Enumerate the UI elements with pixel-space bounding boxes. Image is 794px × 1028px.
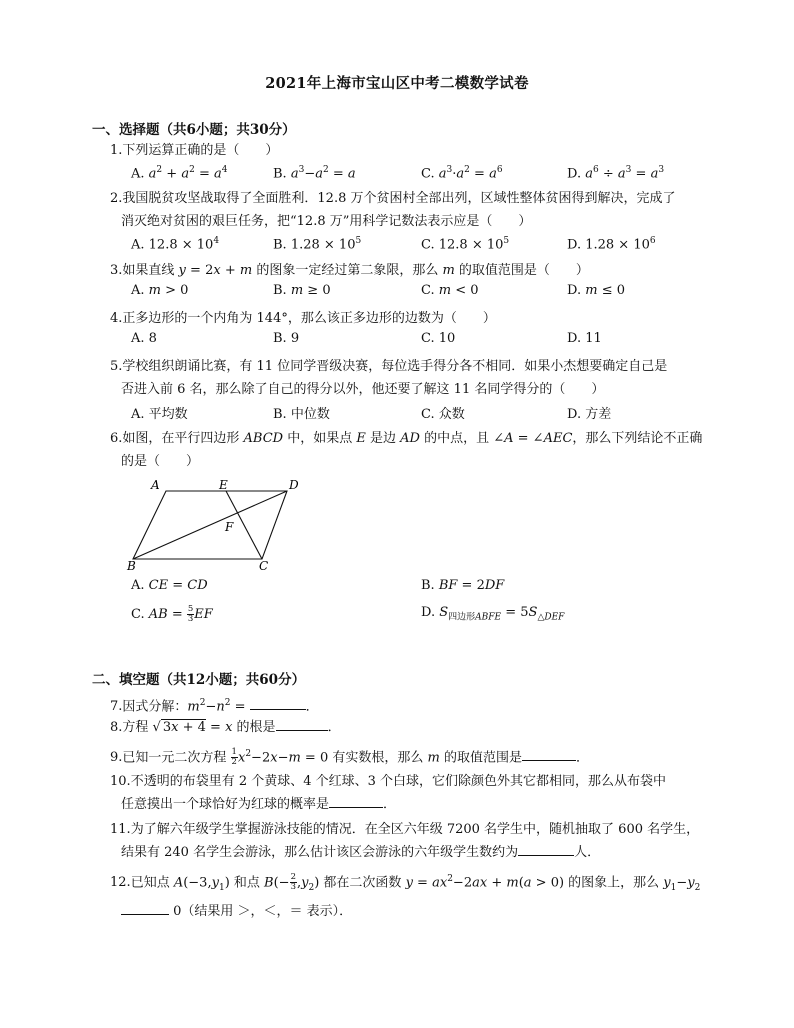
option-c: C. $a^3\cdot a^2 = a^6$ xyxy=(421,165,503,182)
point-label-b: B xyxy=(127,559,136,570)
question-8: 8.方程 √ 3x + 4 = x 的根是 ． xyxy=(110,720,341,735)
option-d: D. $1.28 \times 10^6$ xyxy=(567,236,656,253)
option-c: C. 众数 xyxy=(421,407,465,422)
option-b: B. m ≥ 0 xyxy=(273,283,331,298)
section-heading-choice: 一、选择题（共6小题；共30分） xyxy=(92,122,296,138)
option-b: B. 9 xyxy=(273,331,300,346)
answer-blank[interactable] xyxy=(329,795,383,808)
answer-blank[interactable] xyxy=(518,843,574,856)
question-1-stem: 下列运算正确的是（ ） xyxy=(122,143,279,158)
question-9: 9.已知一元二次方程 $\frac{1}{2}$ $x^2-2x-m = 0$ 有实数根，那么 m 的取值范围是 ． xyxy=(110,747,589,768)
question-5: 5.学校组织朗诵比赛，有 11 位同学晋级决赛，每位选手得分各不相同．如果小杰想要确定自己是 否进入前 6 名，那么除了自己的得分以外，他还要了解这 11 名同学得分的（ ） xyxy=(110,359,668,397)
option-d: D. $S_{四边形ABFE} = 5S_{\triangle DEF}$ xyxy=(421,605,565,623)
question-4: 4.正多边形的一个内角为 144°，那么该正多边形的边数为（ ） xyxy=(110,311,496,326)
point-label-d: D xyxy=(289,478,299,492)
question-2: 2.我国脱贫攻坚战取得了全面胜利．12.8 万个贫困村全部出列，区域性整体贫困得到解决，完成了 消灭绝对贫困的艰巨任务，把“12.8 万”用科学记数法表示应是（ ） xyxy=(110,191,676,229)
answer-blank[interactable] xyxy=(276,718,328,731)
option-a: A. 8 xyxy=(131,331,157,346)
option-c: C. $12.8 \times 10^5$ xyxy=(421,236,510,253)
answer-blank[interactable] xyxy=(522,748,576,761)
option-b: B. BF = 2DF xyxy=(421,578,505,593)
question-1: 1.下列运算正确的是（ ） xyxy=(110,143,279,158)
point-label-e: E xyxy=(219,478,228,492)
page-title: 2021年上海市宝山区中考二模数学试卷 xyxy=(265,75,529,92)
option-b: B. 中位数 xyxy=(273,407,330,422)
section-heading-fill: 二、填空题（共12小题；共60分） xyxy=(92,672,306,688)
question-12: 12.已知点 $A(-3,y_1)$ 和点 B(− $\frac{2}{3}$ $,y_2$) 都在二次函数 $y = ax^2-2ax + m(a > 0)$ 的图象上，那么 $y_1-y_2$ 0（结果用 ＞，＜，＝ 表示）． xyxy=(110,872,701,919)
question-10: 10.不透明的布袋里有 2 个黄球、4 个红球、3 个白球，它们除颜色外其它都相同，那么从布袋中 任意摸出一个球恰好为红球的概率是 ． xyxy=(110,774,667,812)
option-c: C. 10 xyxy=(421,331,456,346)
option-b: B. $a^3-a^2 = a$ xyxy=(273,165,356,182)
option-b: B. $1.28 \times 10^5$ xyxy=(273,236,362,253)
option-d: D. 方差 xyxy=(567,407,612,422)
option-c: C. AB = $\frac{5}{3}$ EF xyxy=(131,604,213,624)
option-a: A. 平均数 xyxy=(131,407,188,422)
parallelogram-figure xyxy=(125,474,315,570)
answer-blank[interactable] xyxy=(121,902,169,915)
option-a: A. $a^2 + a^2 = a^4$ xyxy=(131,165,228,182)
option-d: D. m ≤ 0 xyxy=(567,283,625,298)
question-7: 7.因式分解：$m^2-n^2$ = ． xyxy=(110,698,319,715)
option-a: A. CE = CD xyxy=(131,578,208,593)
question-3: 3.如果直线 y = 2x + m 的图象一定经过第二象限，那么 m 的取值范围是（ ） xyxy=(110,263,589,278)
point-label-f: F xyxy=(225,520,234,534)
point-label-c: C xyxy=(259,559,269,570)
option-a: A. m > 0 xyxy=(131,283,189,298)
option-a: A. $12.8 \times 10^4$ xyxy=(131,236,220,253)
point-label-a: A xyxy=(151,478,160,492)
segment-bd xyxy=(133,491,287,559)
question-6: 6.如图，在平行四边形 ABCD 中，如果点 E 是边 AD 的中点，且 ∠A = ∠AEC，那么下列结论不正确 的是（ ） xyxy=(110,431,703,469)
option-d: D. $a^6 \div a^3 = a^3$ xyxy=(567,165,665,182)
answer-blank[interactable] xyxy=(250,697,306,710)
option-d: D. 11 xyxy=(567,331,602,346)
option-c: C. m < 0 xyxy=(421,283,479,298)
question-11: 11.为了解六年级学生掌握游泳技能的情况．在全区六年级 7200 名学生中，随机抽取了 600 名学生， 结果有 240 名学生会游泳，那么估计该区会游泳的六年级学生数约为 人． xyxy=(110,822,700,860)
